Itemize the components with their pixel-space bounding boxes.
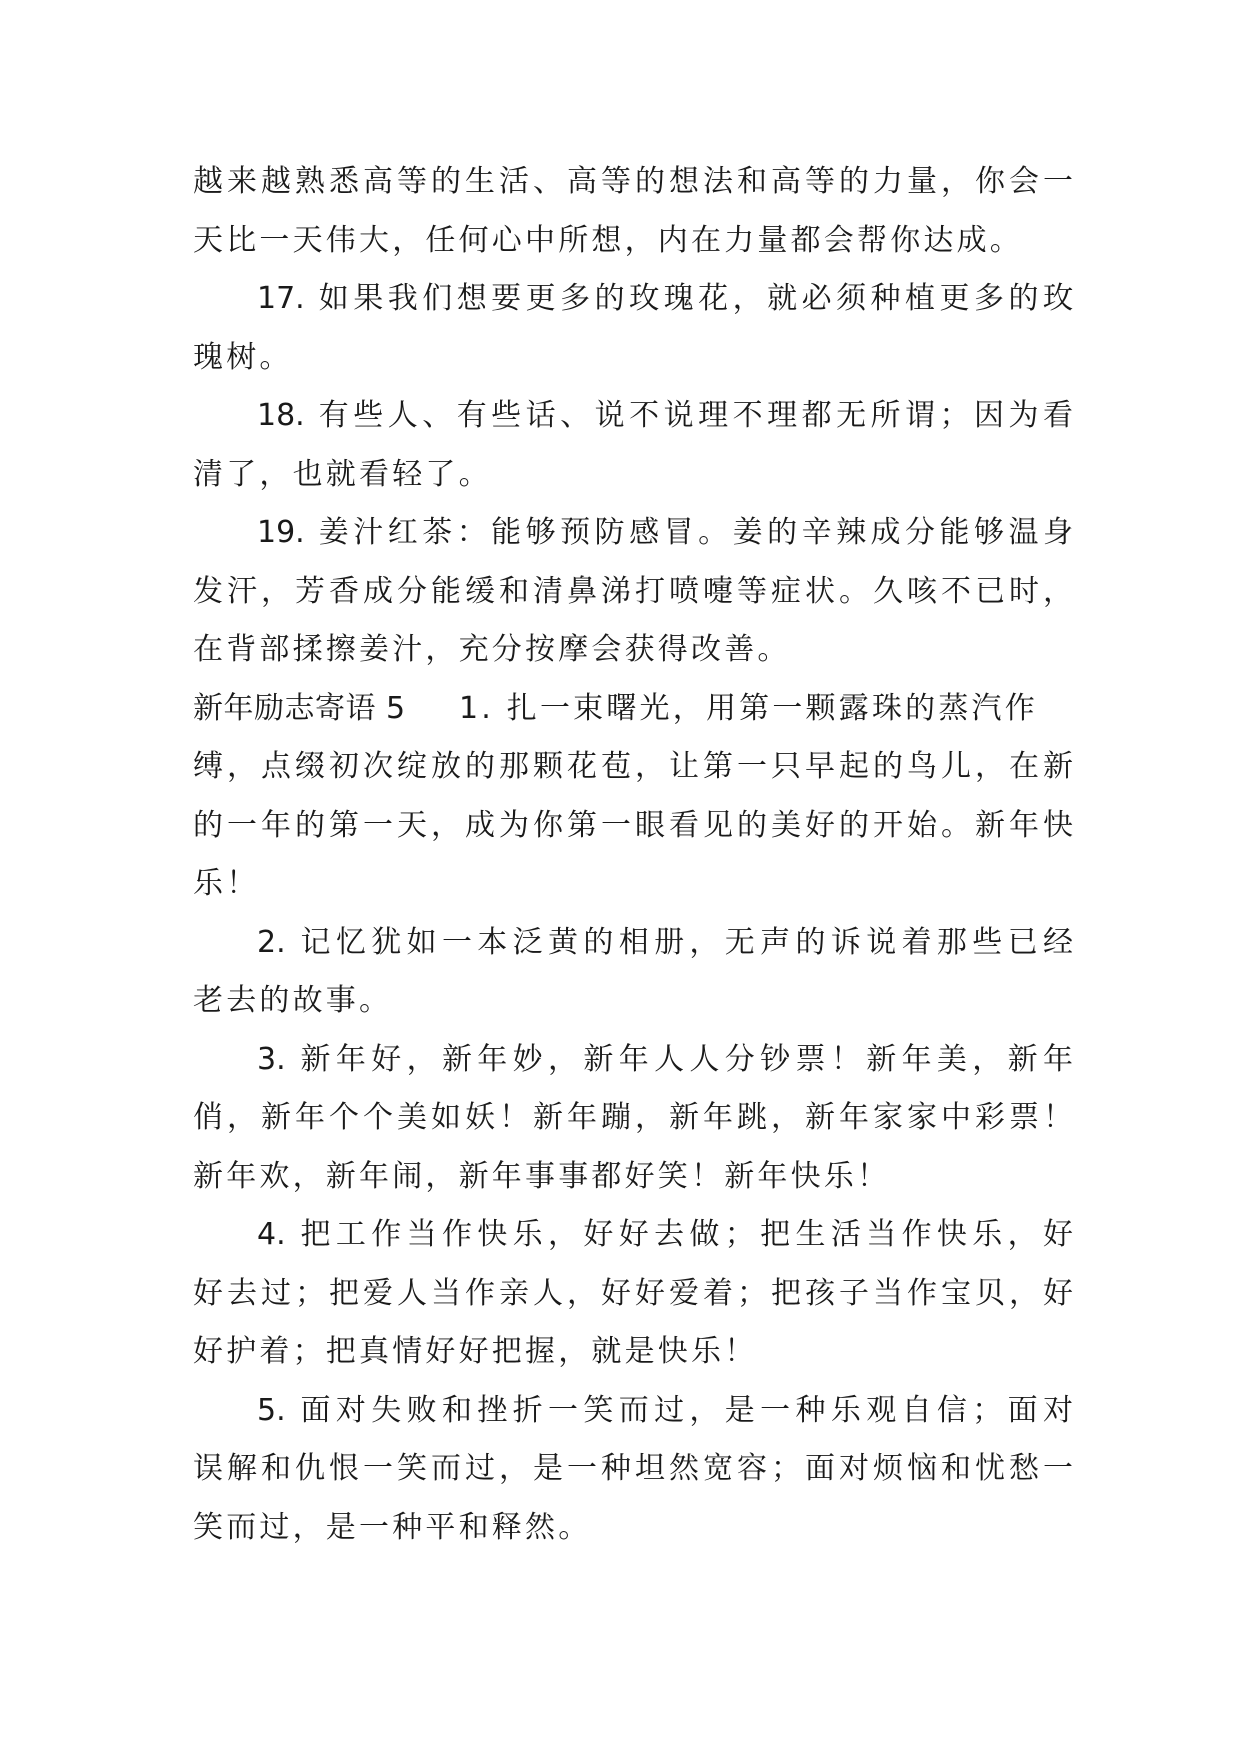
text-line: 天比一天伟大，任何心中所想，内在力量都会帮你达成。 — [193, 222, 1023, 258]
paragraph-group-1 — [193, 153, 1073, 680]
text-line: 乐！ — [193, 866, 260, 901]
section-heading-line — [193, 680, 1073, 739]
text-line: 4. 把工作当作快乐，好好去做；把生活当作快乐，好 — [257, 1217, 1073, 1252]
text-line: 老去的故事。 — [193, 983, 393, 1018]
text-line: 5. 面对失败和挫折一笑而过，是一种乐观自信；面对 — [257, 1392, 1073, 1428]
text-line: 发汗，芳香成分能缓和清鼻涕打喷嚏等症状。久咳不已时， — [193, 573, 1073, 609]
text-line: 越来越熟悉高等的生活、高等的想法和高等的力量，你会一 — [193, 164, 1073, 199]
text-line: 笑而过，是一种平和释然。 — [193, 1509, 592, 1545]
text-line: 18. 有些人、有些话、说不说理不理都无所谓；因为看 — [257, 398, 1073, 433]
text-line: 2. 记忆犹如一本泛黄的相册，无声的诉说着那些已经 — [257, 924, 1073, 960]
paragraph-group-2 — [193, 738, 1073, 1557]
text-line: 清了，也就看轻了。 — [193, 456, 492, 492]
text-line: 缚，点缀初次绽放的那颗花苞，让第一只早起的鸟儿，在新 — [193, 749, 1073, 784]
text-line: 误解和仇恨一笑而过，是一种坦然宽容；面对烦恼和忧愁一 — [193, 1451, 1073, 1486]
text-line: 的一年的第一天，成为你第一眼看见的美好的开始。新年快 — [193, 807, 1073, 843]
text-line: 瑰树。 — [193, 339, 293, 375]
body-text — [193, 153, 1073, 1557]
text-line: 好去过；把爱人当作亲人，好好爱着；把孩子当作宝贝，好 — [193, 1275, 1073, 1311]
text-line: 俏，新年个个美如妖！新年蹦，新年跳，新年家家中彩票！ — [193, 1100, 1073, 1135]
text-line: 17. 如果我们想要更多的玫瑰花，就必须种植更多的玫 — [257, 281, 1073, 316]
section-heading: 新年励志寄语 5 — [193, 690, 406, 726]
section-first-line: 1. 扎一束曙光，用第一颗露珠的蒸汽作 — [459, 690, 1038, 726]
text-line: 在背部揉擦姜汁，充分按摩会获得改善。 — [193, 632, 791, 667]
text-line: 19. 姜汁红茶：能够预防感冒。姜的辛辣成分能够温身 — [257, 515, 1073, 550]
text-line: 好护着；把真情好好把握，就是快乐！ — [193, 1334, 758, 1369]
text-line: 新年欢，新年闹，新年事事都好笑！新年快乐！ — [193, 1158, 891, 1194]
text-line: 3. 新年好，新年妙，新年人人分钞票！新年美，新年 — [257, 1041, 1073, 1077]
